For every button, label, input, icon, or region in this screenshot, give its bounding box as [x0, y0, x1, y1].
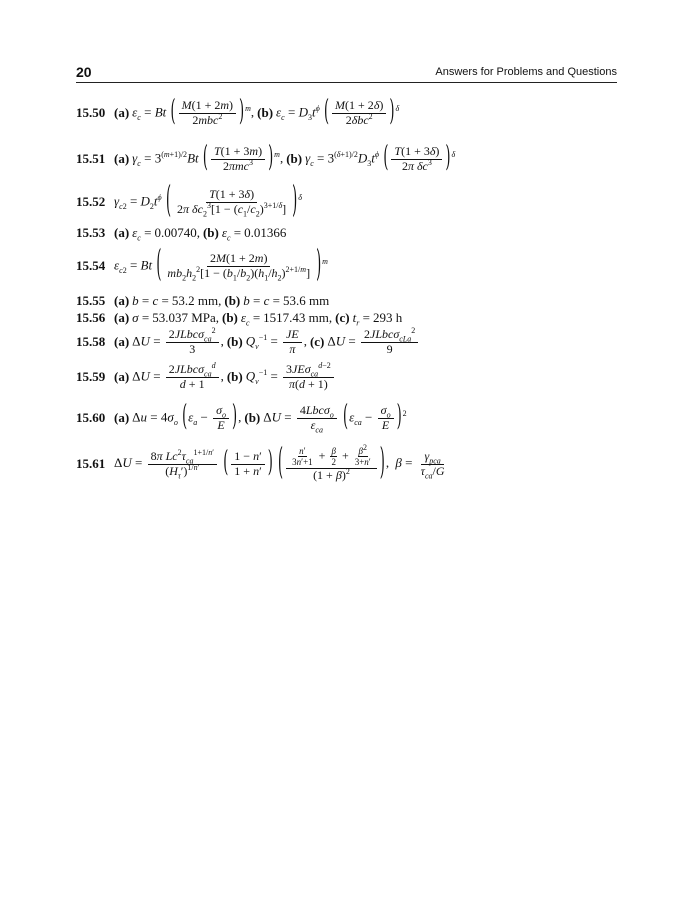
answer-number: 15.60 [76, 410, 106, 426]
formula: ΔU = $\frac{2JLbc\sigma_{ca}^2}{3}$ , [132, 326, 224, 356]
formula: $\varepsilon_{c2} = Bt$ ( $\frac{2M(1 + 2m)}{mb_2h_2^2[1 - (b_1/b_2)(h_1/h_2)^{2+1/m}]}$ )$^m$ [114, 244, 328, 287]
formula: $\gamma_c = 3^{(\delta+1)/2}D_3t^\phi$ ( $\frac{T(1 + 3\delta)}{2\pi \delta c^3}$ )$^\delta$ [305, 142, 456, 176]
part-label: (b) [257, 105, 274, 121]
answer-number: 15.55 [76, 293, 106, 308]
answer-15-51 [76, 142, 456, 176]
part-label: (b) [226, 369, 243, 385]
answer-15-60 [76, 401, 407, 435]
part-label: (b) [202, 225, 219, 240]
answer-15-52 [76, 180, 302, 223]
answer-number: 15.59 [76, 369, 106, 385]
answer-number: 15.58 [76, 334, 106, 350]
answer-number: 15.51 [76, 151, 106, 167]
page-number: 20 [76, 64, 92, 80]
page-header [76, 64, 617, 83]
part-label: (a) [114, 310, 130, 325]
part-label: (c) [309, 334, 325, 350]
answer-number: 15.61 [76, 456, 106, 472]
value: 53.037 MPa [152, 310, 216, 325]
answer-15-55: 15.55 (a) b = c = 53.2 mm , (b) b = c = 53.6 mm [76, 293, 330, 308]
formula: $\varepsilon_c = D_3t^\phi$ ( $\frac{M(1 + 2\delta)}{2\delta bc^2}$ )$^\delta$ [276, 96, 400, 130]
value: 1517.43 mm [263, 310, 329, 325]
formula: ΔU = $\frac{2JLbc\sigma_{cLa}^2}{9}$ [327, 328, 420, 357]
answer-number: 15.50 [76, 105, 106, 121]
answer-15-58 [76, 328, 420, 357]
answer-number: 15.56 [76, 310, 106, 325]
value: 0.01366 [244, 225, 287, 240]
formula: ΔU = $\frac{2JLbc\sigma_{ca}^d}{d + 1}$ , [132, 361, 224, 391]
part-label: (b) [222, 310, 238, 325]
formula: $\varepsilon_c = Bt$ ( $\frac{M(1 + 2m)}{2mbc^2}$ )$^m$, [132, 96, 255, 130]
running-title: Answers for Problems and Questions [435, 66, 617, 78]
part-label: (a) [114, 334, 130, 350]
part-label: (a) [114, 105, 130, 121]
answer-number: 15.54 [76, 258, 106, 274]
part-label: (b) [286, 151, 303, 167]
formula: ΔU = $\frac{8\pi Lc^2\tau_{ca}^{1+1/n'}}{(H_\tau')^{1/n'}}$ ( $\frac{1 - n'}{1 + n'}$ ) ( $\frac{n'}{3n'+1}$ + $\frac{\beta}{2}$ + $\frac{\beta^2}{3+n'}$ $(1 + \beta)^2$ ), β = $\frac{\gamma_{pca}}{\tau_{ca}/G}$ [114, 442, 445, 485]
answer-15-53: 15.53 (a) $\varepsilon_c$ = 0.00740 , (b) $\varepsilon_c$ = 0.01366 [76, 225, 287, 243]
part-label: (b) [224, 293, 241, 308]
formula: $Q_v^{-1}$ = $\frac{3JE\sigma_{ca}^{d-2}}{\pi(d + 1)}$ [246, 363, 336, 392]
part-label: (b) [244, 410, 261, 426]
value: 53.2 mm [171, 293, 219, 308]
value: 0.00740 [154, 225, 197, 240]
formula: $Q_v^{-1}$ = $\frac{JE}{\pi}$ , [245, 327, 307, 356]
answer-15-54 [76, 244, 328, 287]
formula: $\gamma_c = 3^{(m+1)/2}Bt$ ( $\frac{T(1 + 3m)}{2\pi mc^3}$ )$^m$, [132, 142, 284, 176]
part-label: (a) [114, 151, 130, 167]
answer-15-61 [76, 442, 450, 485]
part-label: (a) [114, 293, 130, 308]
part-label: (a) [114, 410, 130, 426]
value: 293 h [372, 310, 403, 325]
formula: $\gamma_{c2} = D_2t^\phi$ ( $\frac{T(1 + 3\delta)}{2\pi \delta c_2^3[1 - (c_1/c_2)^{3+1/\delta}]}$ )$^\delta$ [114, 180, 302, 223]
answer-15-50 [76, 96, 400, 130]
answer-15-56: 15.56 (a) σ = 53.037 MPa , (b) $\varepsilon_c$ = 1517.43 mm , (c) $t_r$ = 293 h [76, 310, 403, 328]
answer-number: 15.53 [76, 225, 106, 240]
formula: $\Delta u = 4\sigma_o$ ($\varepsilon_a$ − $\frac{\sigma_o}{E}$ ), [132, 401, 242, 435]
part-label: (a) [114, 369, 130, 385]
formula: ΔU = $\frac{4Lbc\sigma_o}{\varepsilon_{ca}}$ ($\varepsilon_{ca}$ − $\frac{\sigma_o}{E}$ )$^2$ [263, 401, 407, 435]
part-label: (a) [114, 225, 130, 240]
value: 53.6 mm [282, 293, 330, 308]
answer-number: 15.52 [76, 194, 106, 210]
answer-15-59 [76, 363, 336, 392]
part-label: (c) [335, 310, 350, 325]
part-label: (b) [226, 334, 243, 350]
